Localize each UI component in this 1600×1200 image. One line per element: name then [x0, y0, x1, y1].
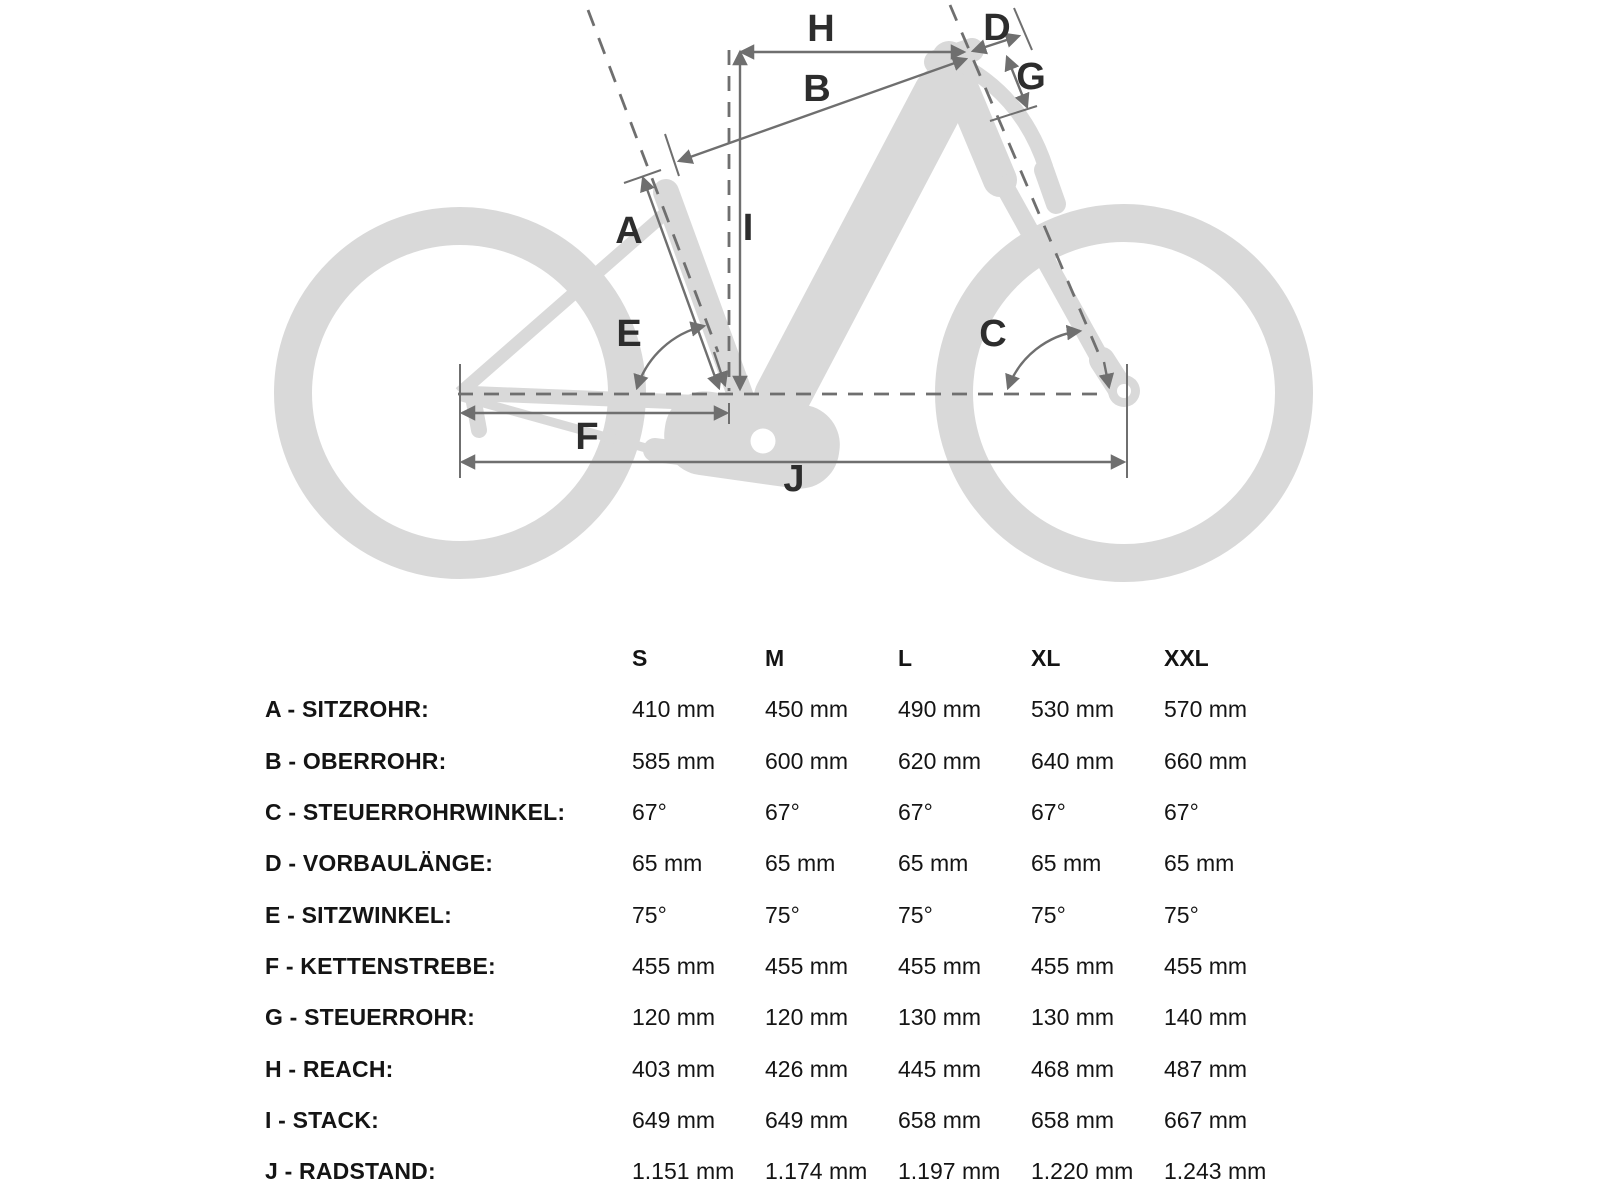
tick-A-top: [624, 170, 661, 183]
size-header-m: M: [765, 645, 785, 672]
table-row-sitzwinkel: [265, 889, 1297, 940]
row-label: J - RADSTAND:: [265, 1158, 436, 1185]
row-value: 75°: [1031, 901, 1066, 928]
row-label: G - STEUERROHR:: [265, 1004, 475, 1031]
row-value: 75°: [898, 901, 933, 928]
crank-bolt-hole: [751, 429, 776, 454]
measure-C-headangle-arc: [1008, 331, 1080, 388]
row-value: 620 mm: [898, 747, 982, 774]
row-value: 65 mm: [1164, 850, 1235, 877]
dim-label-a: A: [615, 210, 643, 252]
row-value: 455 mm: [1031, 952, 1115, 979]
row-value: 450 mm: [765, 696, 849, 723]
row-value: 67°: [1164, 799, 1199, 826]
row-value: 130 mm: [898, 1004, 982, 1031]
table-row-radstand: [265, 1146, 1297, 1197]
row-value: 75°: [1164, 901, 1199, 928]
table-row-steuerrohrwinkel: [265, 787, 1297, 838]
dim-label-f: F: [575, 416, 599, 458]
dim-label-h: H: [807, 8, 835, 50]
row-value: 1.174 mm: [765, 1158, 868, 1185]
row-value: 600 mm: [765, 747, 849, 774]
row-label: E - SITZWINKEL:: [265, 901, 452, 928]
dim-label-c: C: [979, 313, 1007, 355]
row-value: 490 mm: [898, 696, 982, 723]
row-value: 1.243 mm: [1164, 1158, 1267, 1185]
row-value: 658 mm: [898, 1106, 982, 1133]
row-value: 660 mm: [1164, 747, 1248, 774]
down-tube: [782, 95, 941, 397]
row-value: 67°: [898, 799, 933, 826]
row-label: I - STACK:: [265, 1106, 380, 1133]
row-value: 658 mm: [1031, 1106, 1115, 1133]
row-value: 445 mm: [898, 1055, 982, 1082]
row-value: 65 mm: [765, 850, 836, 877]
table-row-oberrohr: [265, 736, 1297, 787]
dim-label-e: E: [616, 313, 642, 355]
row-value: 1.151 mm: [632, 1158, 735, 1185]
row-value: 140 mm: [1164, 1004, 1248, 1031]
row-value: 649 mm: [632, 1106, 716, 1133]
row-value: 530 mm: [1031, 696, 1115, 723]
row-value: 130 mm: [1031, 1004, 1115, 1031]
seat-tube: [666, 192, 742, 400]
row-value: 75°: [632, 901, 667, 928]
row-value: 1.220 mm: [1031, 1158, 1134, 1185]
row-label: A - SITZROHR:: [265, 696, 430, 723]
geometry-table: [265, 633, 1297, 1197]
dim-label-d: D: [983, 7, 1011, 49]
row-value: 75°: [765, 901, 800, 928]
row-value: 67°: [632, 799, 667, 826]
row-label: D - VORBAULÄNGE:: [265, 850, 494, 877]
size-header-xxl: XXL: [1164, 645, 1209, 672]
row-label: F - KETTENSTREBE:: [265, 952, 496, 979]
table-header-row: [265, 633, 1297, 684]
tick-D-right: [1014, 8, 1032, 50]
table-row-steuerrohr: [265, 992, 1297, 1043]
row-value: 403 mm: [632, 1055, 716, 1082]
size-header-l: L: [898, 645, 913, 672]
dim-label-g: G: [1016, 56, 1046, 98]
row-value: 120 mm: [765, 1004, 849, 1031]
row-label: C - STEUERROHRWINKEL:: [265, 799, 566, 826]
row-value: 487 mm: [1164, 1055, 1248, 1082]
handlebar-grip: [1044, 170, 1056, 204]
row-value: 426 mm: [765, 1055, 849, 1082]
row-value: 649 mm: [765, 1106, 849, 1133]
dim-label-b: B: [803, 68, 831, 110]
row-label: B - OBERROHR:: [265, 747, 447, 774]
row-value: 455 mm: [1164, 952, 1248, 979]
table-row-sitzrohr: [265, 684, 1297, 735]
row-value: 570 mm: [1164, 696, 1248, 723]
size-header-xl: XL: [1031, 645, 1061, 672]
table-row-reach: [265, 1043, 1297, 1094]
row-value: 1.197 mm: [898, 1158, 1001, 1185]
measure-E-seatangle-arc: [637, 326, 704, 388]
dim-label-j: J: [783, 458, 805, 500]
row-value: 585 mm: [632, 747, 716, 774]
row-label: H - REACH:: [265, 1055, 394, 1082]
row-value: 667 mm: [1164, 1106, 1248, 1133]
row-value: 455 mm: [765, 952, 849, 979]
row-value: 65 mm: [632, 850, 703, 877]
crank-arm: [655, 450, 703, 456]
row-value: 67°: [765, 799, 800, 826]
row-value: 65 mm: [1031, 850, 1102, 877]
row-value: 455 mm: [632, 952, 716, 979]
tick-B-left: [665, 134, 679, 176]
row-value: 455 mm: [898, 952, 982, 979]
row-value: 410 mm: [632, 696, 716, 723]
table-row-kettenstrebe: [265, 941, 1297, 992]
row-value: 67°: [1031, 799, 1066, 826]
front-axle-hole: [1117, 384, 1131, 398]
row-value: 468 mm: [1031, 1055, 1115, 1082]
table-row-stack: [265, 1095, 1297, 1146]
row-value: 120 mm: [632, 1004, 716, 1031]
row-value: 640 mm: [1031, 747, 1115, 774]
table-row-vorbaulaenge: [265, 838, 1297, 889]
size-header-s: S: [632, 645, 648, 672]
dim-label-i: I: [742, 207, 754, 249]
row-value: 65 mm: [898, 850, 969, 877]
